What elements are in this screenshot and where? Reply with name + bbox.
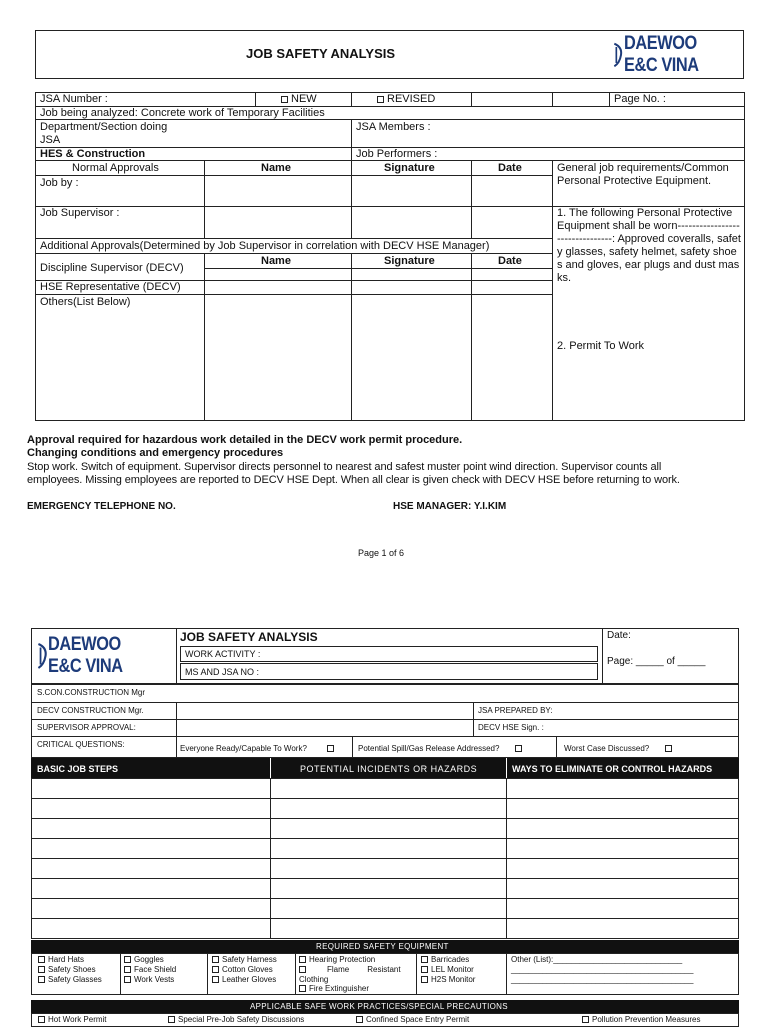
eq-cotton-gloves[interactable]: [212, 965, 273, 974]
daewoo-logo-icon-2: [37, 636, 48, 676]
normal-approvals-label: Normal Approvals: [72, 162, 159, 174]
barricades-checkbox[interactable]: [421, 956, 428, 963]
scon-mgr: S.CON.CONSTRUCTION Mgr: [37, 688, 145, 697]
hard-hats-label: Hard Hats: [48, 955, 85, 964]
goggles-label: Goggles: [134, 955, 164, 964]
page1-title: JOB SAFETY ANALYSIS: [246, 46, 396, 61]
safety-shoes-label: Safety Shoes: [48, 965, 96, 974]
jsa-members-label: JSA Members :: [356, 121, 431, 133]
eq-hearing-protection[interactable]: [299, 955, 375, 964]
fire-extinguisher-checkbox[interactable]: [299, 985, 306, 992]
hard-hats-checkbox[interactable]: [38, 956, 45, 963]
jsa-number-label: JSA Number :: [40, 93, 108, 105]
other-list[interactable]: Other (List):_____________________________: [511, 955, 683, 964]
flame-label: Flame: [327, 965, 350, 974]
others-list: Others(List Below): [40, 296, 131, 308]
hse-representative: HSE Representative (DECV): [40, 281, 181, 293]
eq-hard-hats[interactable]: [38, 955, 84, 964]
resistant-label: Resistant: [367, 965, 401, 974]
hearing-protection-checkbox[interactable]: [299, 956, 306, 963]
work-vests-label: Work Vests: [134, 975, 175, 984]
hot-work-checkbox[interactable]: [38, 1016, 45, 1023]
date-label: Date:: [607, 630, 631, 641]
supervisor-approval: SUPERVISOR APPROVAL:: [37, 723, 136, 732]
safety-harness-checkbox[interactable]: [212, 956, 219, 963]
q1-checkbox[interactable]: [327, 745, 334, 752]
safety-harness-label: Safety Harness: [222, 955, 277, 964]
job-by-label: Job by :: [40, 177, 79, 189]
eq-h2s-monitor[interactable]: [421, 975, 475, 984]
practice-hot-work[interactable]: [38, 1015, 107, 1024]
work-vests-checkbox[interactable]: [124, 976, 131, 983]
page-no-label: Page No. :: [614, 93, 666, 105]
page1-logo-text: DAEWOO E&C VINA: [623, 33, 699, 76]
hot-work-label: Hot Work Permit: [48, 1015, 107, 1024]
discipline-supervisor: Discipline Supervisor (DECV): [40, 262, 184, 274]
q2-text: Potential Spill/Gas Release Addressed?: [358, 744, 500, 753]
other-line-3[interactable]: _________________________________________: [511, 975, 694, 984]
col-signature-2: Signature: [384, 255, 435, 267]
eq-fire-extinguisher[interactable]: [299, 984, 369, 993]
practices-title: APPLICABLE SAFE WORK PRACTICES/SPECIAL PRECAUTIONS: [250, 1002, 508, 1011]
col-date: Date: [498, 162, 522, 174]
eq-goggles[interactable]: [124, 955, 164, 964]
question-ready: [180, 744, 337, 753]
revised-label: REVISED: [387, 93, 436, 105]
eq-work-vests[interactable]: [124, 975, 174, 984]
pollution-checkbox[interactable]: [582, 1016, 589, 1023]
jsa-prepared: JSA PREPARED BY:: [478, 706, 553, 715]
department-value: HES & Construction: [40, 148, 146, 160]
cotton-gloves-checkbox[interactable]: [212, 966, 219, 973]
other-line-2[interactable]: _________________________________________: [511, 965, 694, 974]
eq-safety-harness[interactable]: [212, 955, 277, 964]
stop-work-line2: employees. Missing employees are reported to DECV HSE Dept. When all clear is given check with DECV HSE before returning to work.: [27, 474, 680, 486]
eq-leather-gloves[interactable]: [212, 975, 276, 984]
cotton-gloves-label: Cotton Gloves: [222, 965, 273, 974]
additional-approvals: Additional Approvals(Determined by Job Supervisor in correlation with DECV HSE Manager): [40, 240, 490, 252]
col-basic-job-steps: BASIC JOB STEPS: [37, 764, 119, 774]
safety-glasses-checkbox[interactable]: [38, 976, 45, 983]
lel-monitor-label: LEL Monitor: [431, 965, 474, 974]
q3-checkbox[interactable]: [665, 745, 672, 752]
col-date-2: Date: [498, 255, 522, 267]
job-performers-label: Job Performers :: [356, 148, 438, 160]
new-checkbox-group[interactable]: [281, 93, 317, 105]
col-name: Name: [261, 162, 291, 174]
col-signature: Signature: [384, 162, 435, 174]
eq-clothing: Clothing: [299, 975, 329, 984]
new-checkbox[interactable]: [281, 96, 288, 103]
eq-lel-monitor[interactable]: [421, 965, 474, 974]
eq-safety-shoes[interactable]: [38, 965, 96, 974]
safety-glasses-label: Safety Glasses: [48, 975, 102, 984]
general-requirements: General job requirements/Common Personal Protective Equipment.: [557, 162, 729, 187]
pre-job-checkbox[interactable]: [168, 1016, 175, 1023]
eq-safety-glasses[interactable]: [38, 975, 102, 984]
eq-flame-resistant[interactable]: [299, 965, 401, 974]
q1-text: Everyone Ready/Capable To Work?: [180, 744, 307, 753]
confined-space-checkbox[interactable]: [356, 1016, 363, 1023]
job-analyzed: Job being analyzed: Concrete work of Temporary Facilities: [40, 107, 325, 119]
face-shield-checkbox[interactable]: [124, 966, 131, 973]
question-worst-case: [564, 744, 675, 753]
page2-title: JOB SAFETY ANALYSIS: [180, 630, 318, 644]
decv-hse-sign: DECV HSE Sign. :: [478, 723, 544, 732]
col-hazards: POTENTIAL INCIDENTS OR HAZARDS: [300, 764, 478, 774]
required-equipment-title: REQUIRED SAFETY EQUIPMENT: [316, 942, 449, 951]
face-shield-label: Face Shield: [134, 965, 177, 974]
emergency-telephone: EMERGENCY TELEPHONE NO.: [27, 501, 176, 512]
goggles-checkbox[interactable]: [124, 956, 131, 963]
job-supervisor-label: Job Supervisor :: [40, 207, 120, 219]
q3-text: Worst Case Discussed?: [564, 744, 650, 753]
pollution-label: Pollution Prevention Measures: [592, 1015, 701, 1024]
fire-extinguisher-label: Fire Extinguisher: [309, 984, 370, 993]
pre-job-label: Special Pre-Job Safety Discussions: [178, 1015, 305, 1024]
question-spill: [358, 744, 525, 753]
col-name-2: Name: [261, 255, 291, 267]
col-control: WAYS TO ELIMINATE OR CONTROL HAZARDS: [512, 764, 713, 774]
changing-conditions: Changing conditions and emergency procedures: [27, 447, 284, 459]
ms-jsa-no-label: MS AND JSA NO :: [185, 667, 260, 677]
h2s-monitor-label: H2S Monitor: [431, 975, 476, 984]
approval-required: Approval required for hazardous work detailed in the DECV work permit procedure.: [27, 434, 463, 446]
daewoo-logo-icon: [613, 35, 624, 75]
work-activity-label: WORK ACTIVITY :: [185, 649, 261, 659]
department-label-2: JSA: [40, 134, 61, 146]
confined-space-label: Confined Space Entry Permit: [366, 1015, 470, 1024]
lel-monitor-checkbox[interactable]: [421, 966, 428, 973]
permit-note: 2. Permit To Work: [557, 340, 645, 352]
page-footer: Page 1 of 6: [358, 548, 405, 558]
page1-logo: [613, 34, 741, 76]
practice-pollution[interactable]: [582, 1015, 701, 1024]
page2-logo: [37, 634, 173, 678]
practice-confined-space[interactable]: [356, 1015, 469, 1024]
hse-manager: HSE MANAGER: Y.I.KIM: [393, 501, 507, 512]
revised-checkbox[interactable]: [377, 96, 384, 103]
safety-shoes-checkbox[interactable]: [38, 966, 45, 973]
q2-checkbox[interactable]: [515, 745, 522, 752]
eq-barricades[interactable]: [421, 955, 469, 964]
h2s-monitor-checkbox[interactable]: [421, 976, 428, 983]
revised-checkbox-group[interactable]: [377, 93, 435, 105]
hearing-protection-label: Hearing Protection: [309, 955, 376, 964]
department-label-1: Department/Section doing: [40, 121, 168, 133]
barricades-label: Barricades: [431, 955, 470, 964]
flame-resistant-checkbox[interactable]: [299, 966, 306, 973]
page2-logo-text: DAEWOO E&C VINA: [48, 634, 123, 677]
leather-gloves-checkbox[interactable]: [212, 976, 219, 983]
practice-pre-job[interactable]: [168, 1015, 304, 1024]
decv-mgr: DECV CONSTRUCTION Mgr.: [37, 706, 144, 715]
eq-face-shield[interactable]: [124, 965, 176, 974]
leather-gloves-label: Leather Gloves: [222, 975, 277, 984]
page-of-label: Page: _____ of _____: [607, 656, 706, 667]
critical-questions: CRITICAL QUESTIONS:: [37, 740, 125, 749]
stop-work-line1: Stop work. Switch of equipment. Supervisor directs personnel to nearest and safest muster point wind direction. Supervisor counts all: [27, 461, 662, 473]
ppe-note: 1. The following Personal Protective Equipment shall be worn--------------------------------: Approved coveralls, safety glasses, safety helmet, safety shoes and gloves, ear plugs and dust masks.: [557, 207, 741, 284]
new-label: NEW: [291, 93, 317, 105]
